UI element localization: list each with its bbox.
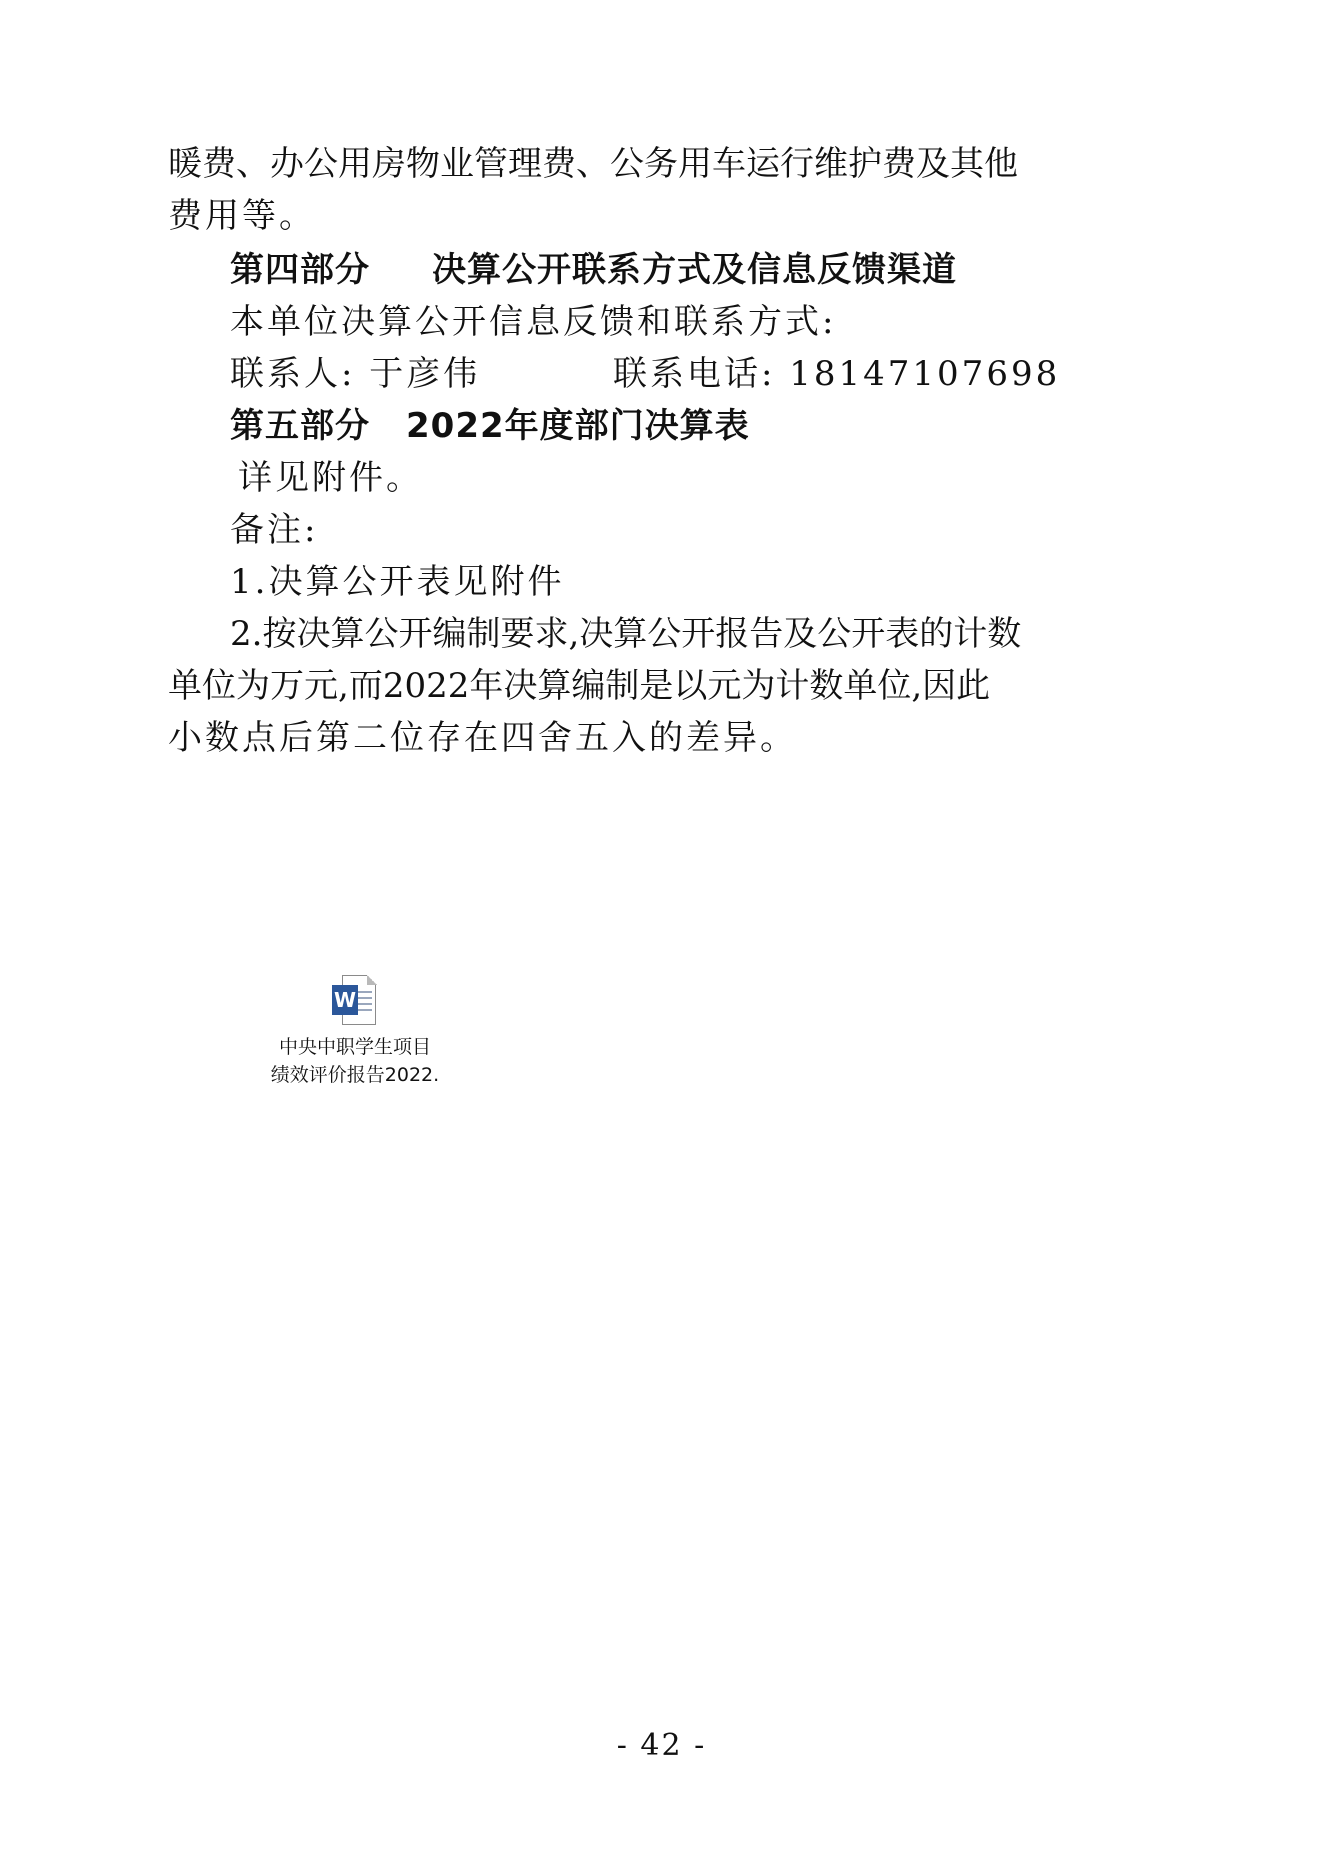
text-glyph: 而 (348, 666, 383, 706)
text-glyph: 业 (440, 144, 474, 184)
text-glyph: 用 (338, 144, 372, 184)
text-glyph: 暖 (168, 144, 202, 184)
note-1: 1.决算公开表见附件 (230, 562, 565, 602)
text-glyph: 编 (432, 614, 467, 654)
text-glyph: 护 (848, 144, 882, 184)
text-glyph: 算 (330, 614, 365, 654)
text-glyph: 车 (712, 144, 746, 184)
text-glyph: 元 (304, 666, 338, 706)
attachment-name-line-2: 绩效评价报告2022. (270, 1064, 440, 1086)
text-glyph: 维 (814, 144, 848, 184)
text-glyph: 公 (610, 144, 644, 184)
text-glyph: 费 (202, 144, 236, 184)
text-glyph: 以 (673, 666, 708, 706)
text-glyph: 此 (956, 666, 991, 706)
text-glyph: 位 (877, 666, 912, 706)
text-glyph: 算 (537, 666, 572, 706)
text-glyph: 办 (270, 144, 304, 184)
text-glyph: 他 (984, 144, 1018, 184)
text-glyph: 报 (715, 614, 750, 654)
text-glyph: 数 (809, 666, 844, 706)
text-glyph: 公 (647, 614, 682, 654)
text-glyph: 理 (508, 144, 542, 184)
text-glyph: 元 (707, 666, 742, 706)
section-5-part-label: 第五部分 (230, 406, 370, 446)
page-number: - 42 - (616, 1728, 707, 1763)
section-4-part-label: 第四部分 (230, 250, 370, 290)
see-attachment-text: 详见附件。 (238, 458, 423, 498)
text-glyph: 开 (851, 614, 886, 654)
text-glyph: 及 (783, 614, 818, 654)
text-glyph: 万 (270, 666, 304, 706)
text-glyph: 是 (639, 666, 674, 706)
text-glyph: 因 (922, 666, 957, 706)
text-glyph: 按 (262, 614, 297, 654)
feedback-intro: 本单位决算公开信息反馈和联系方式: (230, 302, 837, 342)
text-glyph: , (911, 666, 923, 706)
text-glyph: 算 (613, 614, 648, 654)
text-glyph: 公 (817, 614, 852, 654)
text-glyph: 表 (885, 614, 920, 654)
text-glyph: 费 (542, 144, 576, 184)
text-glyph: 告 (749, 614, 784, 654)
text-glyph: 开 (681, 614, 716, 654)
text-glyph: 求 (534, 614, 569, 654)
text-glyph: 管 (474, 144, 508, 184)
body-line-continued-1 (168, 144, 1018, 184)
word-document-icon (332, 975, 378, 1027)
section-5-heading (230, 406, 750, 446)
text-glyph: 计 (953, 614, 988, 654)
text-glyph: 计 (775, 666, 810, 706)
text-glyph: 行 (780, 144, 814, 184)
text-glyph: 决 (296, 614, 331, 654)
note-2-line-1 (230, 614, 1022, 654)
text-glyph: 年 (469, 666, 504, 706)
attachment-name-line-1: 中央中职学生项目 (278, 1036, 431, 1058)
text-glyph: 费 (882, 144, 916, 184)
text-glyph: 单 (843, 666, 878, 706)
attachment-word-document[interactable] (270, 975, 440, 1089)
body-line-continued-2: 费用等。 (168, 196, 316, 236)
text-glyph: 运 (746, 144, 780, 184)
text-glyph: 物 (406, 144, 440, 184)
text-glyph: 位 (202, 666, 236, 706)
note-2-line-3: 小数点后第二位存在四舍五入的差异。 (168, 718, 797, 758)
text-glyph: 及 (916, 144, 950, 184)
text-glyph: 公 (304, 144, 338, 184)
text-glyph: 其 (950, 144, 984, 184)
text-glyph: 的 (919, 614, 954, 654)
text-glyph: 为 (236, 666, 270, 706)
text-glyph: 务 (644, 144, 678, 184)
text-glyph: 制 (605, 666, 640, 706)
text-glyph: 为 (741, 666, 776, 706)
text-glyph: 数 (987, 614, 1022, 654)
section-5-title: 2022年度部门决算表 (406, 406, 750, 446)
word-badge: W (332, 985, 358, 1015)
text-glyph: 决 (579, 614, 614, 654)
note-2-line-2 (168, 666, 991, 706)
text-glyph: 单 (168, 666, 202, 706)
text-glyph: . (251, 614, 263, 654)
text-glyph: 要 (500, 614, 535, 654)
text-glyph: 房 (372, 144, 406, 184)
text-glyph: , (568, 614, 580, 654)
contact-phone: 联系电话: 18147107698 (613, 354, 1061, 394)
text-glyph: 编 (571, 666, 606, 706)
text-glyph: 决 (503, 666, 538, 706)
section-4-title: 决算公开联系方式及信息反馈渠道 (432, 250, 957, 290)
text-glyph: 2 (230, 614, 252, 654)
contact-person: 联系人: 于彦伟 (230, 354, 481, 394)
section-4-heading (230, 250, 957, 290)
text-glyph: 开 (398, 614, 433, 654)
notes-label: 备注: (230, 510, 319, 550)
text-glyph: 、 (576, 144, 610, 184)
text-glyph: , (338, 666, 349, 706)
contact-line (230, 354, 1061, 394)
text-glyph: 公 (364, 614, 399, 654)
text-glyph: 制 (466, 614, 501, 654)
text-glyph: 、 (236, 144, 270, 184)
text-glyph: 2022 (382, 666, 470, 706)
text-glyph: 用 (678, 144, 712, 184)
